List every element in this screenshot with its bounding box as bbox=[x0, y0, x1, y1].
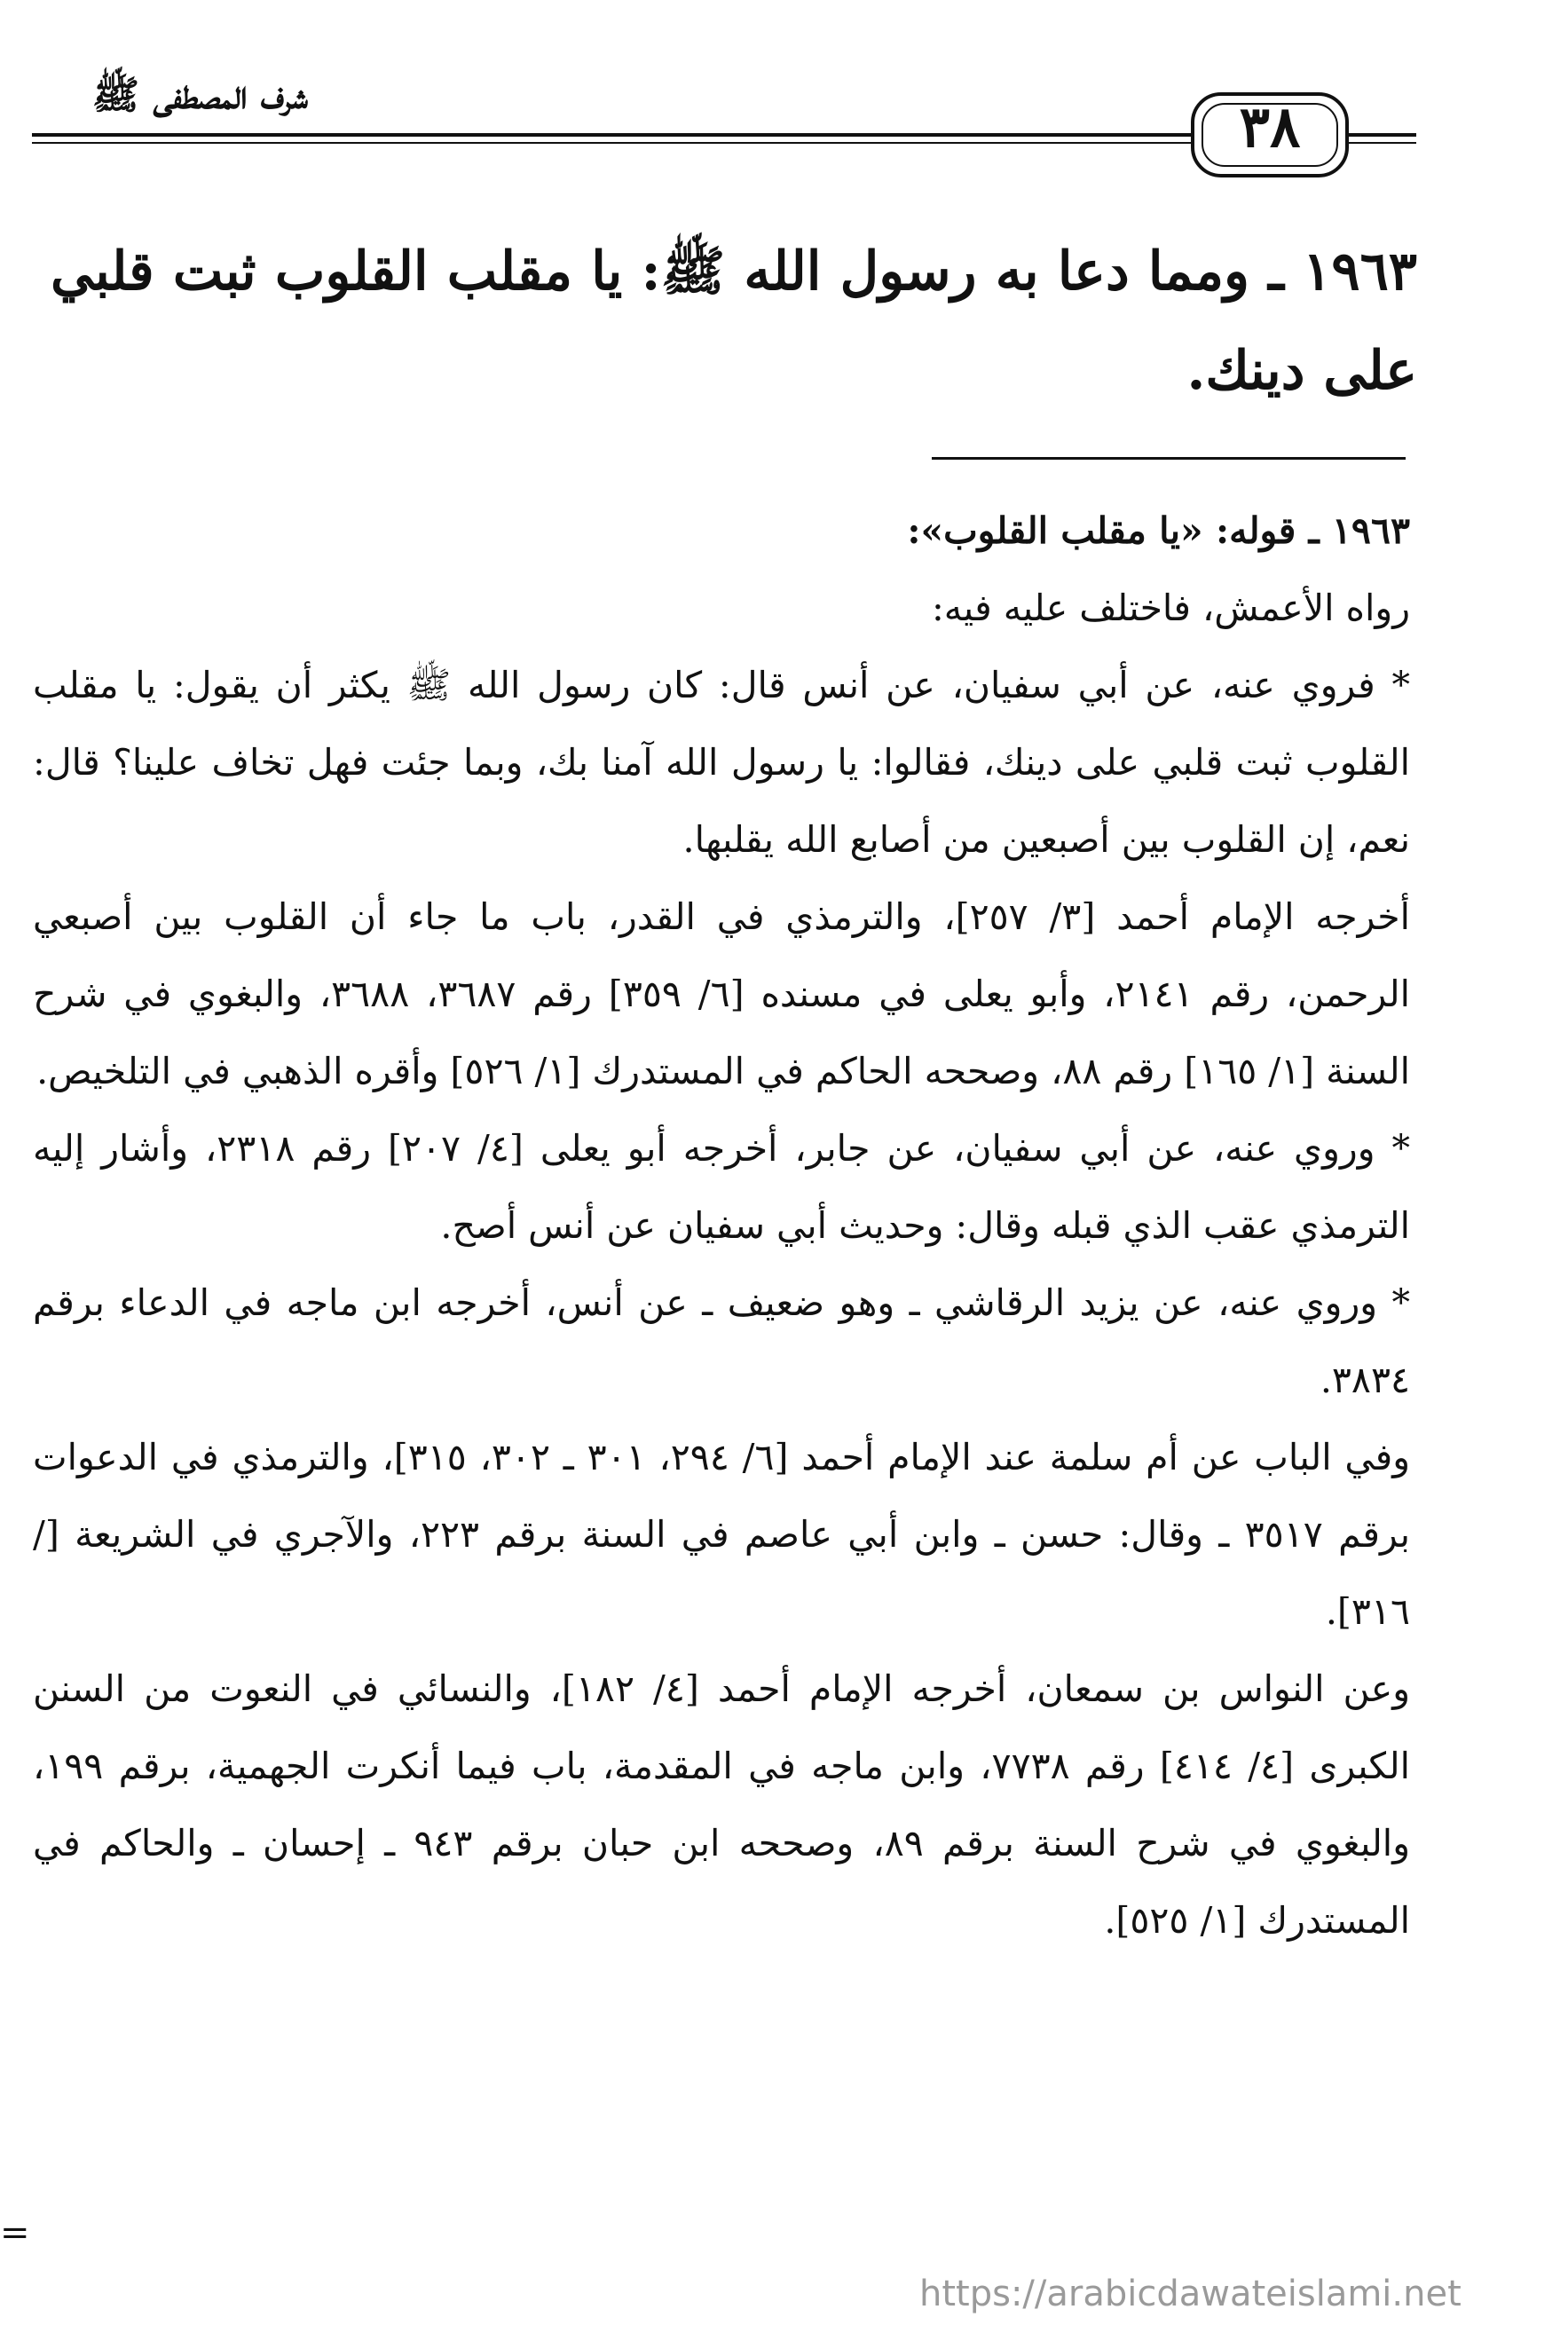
footnotes bbox=[33, 493, 1410, 1959]
footnote-paragraph: وفي الباب عن أم سلمة عند الإمام أحمد [٦/ ٢٩٤، ٣٠١ ـ ٣٠٢، ٣١٥]، والترمذي في الدعوات برقم ٣٥١٧ ـ وقال: حسن ـ وابن أبي عاصم في السنة برقم ٢٢٣، والآجري في الشريعة [/ ٣١٦]. bbox=[33, 1436, 1411, 1633]
footnote-separator bbox=[932, 457, 1406, 460]
footnote-paragraph: * فروي عنه، عن أبي سفيان، عن أنس قال: كان رسول الله ﷺ يكثر أن يقول: يا مقلب القلوب ثبت قلبي على دينك، فقالوا: يا رسول الله آمنا بك، وبما جئت فهل تخاف علينا؟ قال: نعم، إن القلوب بين أصبعين من أصابع الله يقلبها. bbox=[33, 664, 1410, 861]
footnote-paragraph: رواه الأعمش، فاختلف عليه فيه: bbox=[931, 587, 1410, 629]
footnote-paragraph: وعن النواس بن سمعان، أخرجه الإمام أحمد [٤/ ١٨٢]، والنسائي في النعوت من السنن الكبرى [٤/ ٤١٤] رقم ٧٧٣٨، وابن ماجه في المقدمة، باب فيما أنكرت الجهمية، برقم ١٩٩، والبغوي في شرح السنة برقم ٨٩، وصححه ابن حبان برقم ٩٤٣ ـ إحسان ـ والحاكم في المستدرك [١/ ٥٢٥]. bbox=[33, 1667, 1410, 1942]
continuation-mark: = bbox=[0, 2212, 30, 2253]
page-number: ٣٨ bbox=[1239, 94, 1301, 161]
footnote-heading: ١٩٦٣ ـ قوله: «يا مقلب القلوب»: bbox=[907, 509, 1410, 552]
main-text: ١٩٦٣ ـ ومما دعا به رسول الله ﷺ: يا مقلب القلوب ثبت قلبي على دينك. bbox=[51, 240, 1418, 402]
footnote-paragraph: أخرجه الإمام أحمد [٣/ ٢٥٧]، والترمذي في القدر، باب ما جاء أن القلوب بين أصبعي الرحمن، رقم ٢١٤١، وأبو يعلى في مسنده [٦/ ٣٥٩] رقم ٣٦٨٧، ٣٦٨٨، والبغوي في شرح السنة [١/ ١٦٥] رقم ٨٨، وصححه الحاكم في المستدرك [١/ ٥٢٦] وأقره الذهبي في التلخيص. bbox=[33, 895, 1411, 1092]
footnote-paragraph: * وروي عنه، عن يزيد الرقاشي ـ وهو ضعيف ـ عن أنس، أخرجه ابن ماجه في الدعاء برقم ٣٨٣٤. bbox=[33, 1281, 1410, 1401]
footnote-paragraph: * وروي عنه، عن أبي سفيان، عن جابر، أخرجه أبو يعلى [٤/ ٢٠٧] رقم ٢٣١٨، وأشار إليه الترمذي عقب الذي قبله وقال: وحديث أبي سفيان عن أنس أصح. bbox=[33, 1127, 1410, 1247]
watermark-url: https://arabicdawateislami.net bbox=[919, 2274, 1462, 2314]
running-head-title: شرف المصطفى ﷺ bbox=[91, 73, 308, 118]
